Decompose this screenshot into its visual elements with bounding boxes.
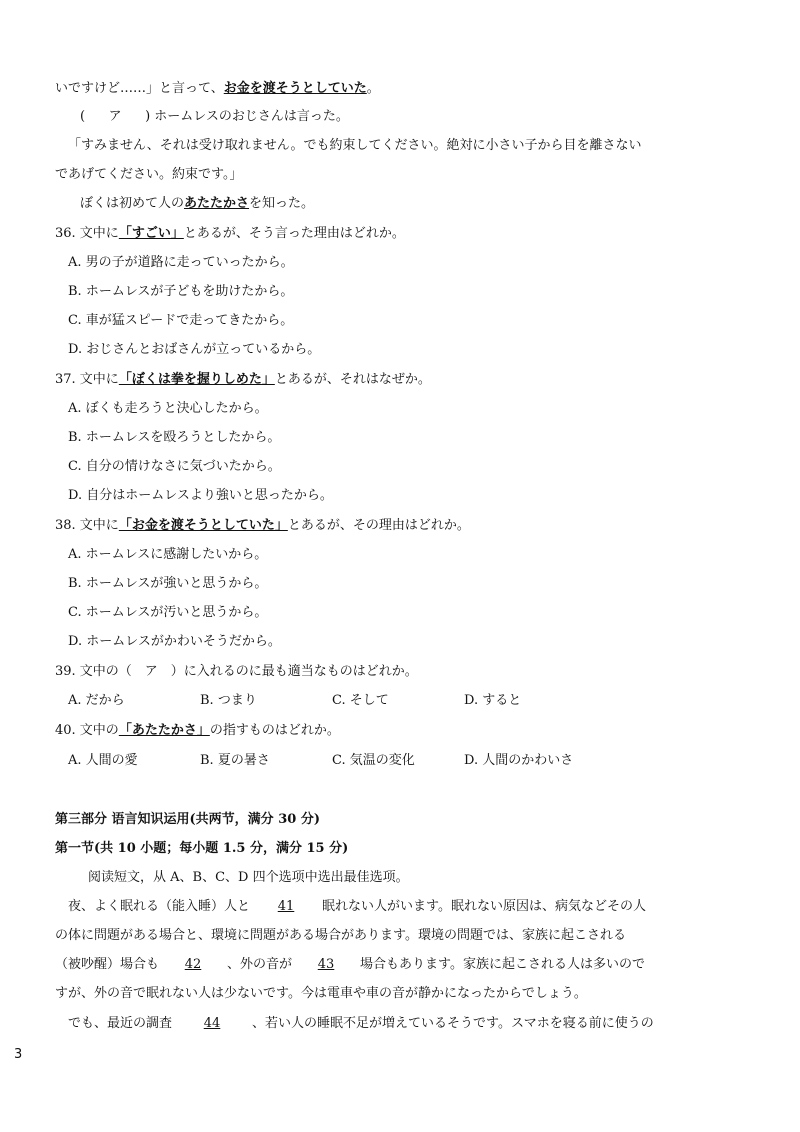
question-38-option-a: A. ホームレスに感謝したいから。 (68, 547, 268, 562)
question-38-option-c: C. ホームレスが汚いと思うから。 (68, 605, 268, 620)
question-40-stem: 40. 文中の「あたたかさ」の指すものはどれか。 (55, 723, 340, 738)
question-39-options (68, 691, 521, 711)
question-40-option-c: C. 気温の変化 (332, 753, 415, 768)
question-37-option-c: C. 自分の情けなさに気づいたから。 (68, 459, 281, 474)
question-38-option-d: D. ホームレスがかわいそうだから。 (68, 634, 281, 649)
blank-marker-a: ア (108, 109, 122, 124)
question-36-stem: 36. 文中に「すごい」とあるが、そう言った理由はどれか。 (55, 226, 405, 241)
question-40-option-d: D. 人間のかわいさ (464, 753, 574, 768)
question-36-option-a: A. 男の子が道路に走っていったから。 (68, 255, 294, 270)
question-37-option-d: D. 自分はホームレスより強いと思ったから。 (68, 488, 333, 503)
section-heading: 第一节(共 10 小题；每小题 1.5 分，满分 15 分) (55, 841, 349, 856)
part-heading: 第三部分 语言知识运用(共两节，满分 30 分) (55, 812, 320, 827)
question-36-option-d: D. おじさんとおばさんが立っているから。 (68, 342, 321, 357)
question-36-option-c: C. 車が猛スピードで走ってきたから。 (68, 313, 294, 328)
question-39-stem: 39. 文中の（ ア ）に入れるのに最も適当なものはどれか。 (55, 664, 418, 679)
question-37-stem: 37. 文中に「ぼくは拳を握りしめた」とあるが、それはなぜか。 (55, 372, 431, 387)
passage-line-4: すが、外の音で眠れない人は少ないです。今は電車や車の音が静かになったからでしょう。 (55, 986, 587, 1001)
story-line-5: ぼくは初めて人のあたたかさを知った。 (80, 196, 315, 211)
question-39-option-d: D. すると (464, 693, 522, 708)
blank-42: 42 (184, 957, 202, 972)
story-line-3: 「すみません、それは受け取れません。でも約束してください。絶対に小さい子から目を離さない (68, 138, 642, 153)
passage-line-1: 夜、よく眠れる（能入睡）人と 41 眠れない人がいます。眠れない原因は、病気などその人 (68, 897, 646, 917)
underlined-phrase: あたたかさ (184, 196, 250, 211)
instruction-text: 阅读短文，从 A、B、C、D 四个选项中选出最佳选项。 (88, 870, 409, 885)
question-37-option-a: A. ぼくも走ろうと決心したから。 (68, 401, 268, 416)
blank-44: 44 (203, 1016, 221, 1031)
question-38-stem: 38. 文中に「お金を渡そうとしていた」とあるが、その理由はどれか。 (55, 518, 470, 533)
story-line-2: ( ア ) ホームレスのおじさんは言った。 (80, 107, 349, 127)
story-line-4: であげてください。約束です。」 (55, 167, 243, 182)
question-38-option-b: B. ホームレスが強いと思うから。 (68, 576, 268, 591)
question-39-option-b: B. つまり (200, 693, 257, 708)
underlined-phrase: お金を渡そうとしていた (223, 81, 367, 96)
question-40-option-b: B. 夏の暑さ (200, 753, 270, 768)
blank-41: 41 (277, 899, 295, 914)
question-40-option-a: A. 人間の愛 (68, 753, 138, 768)
blank-43: 43 (317, 957, 335, 972)
question-37-option-b: B. ホームレスを殴ろうとしたから。 (68, 430, 281, 445)
question-39-option-c: C. そして (332, 693, 389, 708)
passage-line-5: でも、最近の調査 44 、若い人の睡眠不足が増えているそうです。スマホを寝る前に使うの (68, 1014, 654, 1034)
page-number: 3 (14, 1047, 23, 1062)
story-line-1: いですけど……」と言って、お金を渡そうとしていた。 (55, 81, 380, 96)
passage-line-3: （被吵醒）場合も 42 、外の音が 43 場合もあります。家族に起こされる人は多いので (55, 955, 645, 975)
question-36-option-b: B. ホームレスが子どもを助けたから。 (68, 284, 294, 299)
passage-line-2: の体に問題がある場合と、環境に問題がある場合があります。環境の問題では、家族に起こされる (55, 928, 626, 943)
question-39-option-a: A. だから (68, 693, 125, 708)
question-40-options (68, 751, 573, 771)
